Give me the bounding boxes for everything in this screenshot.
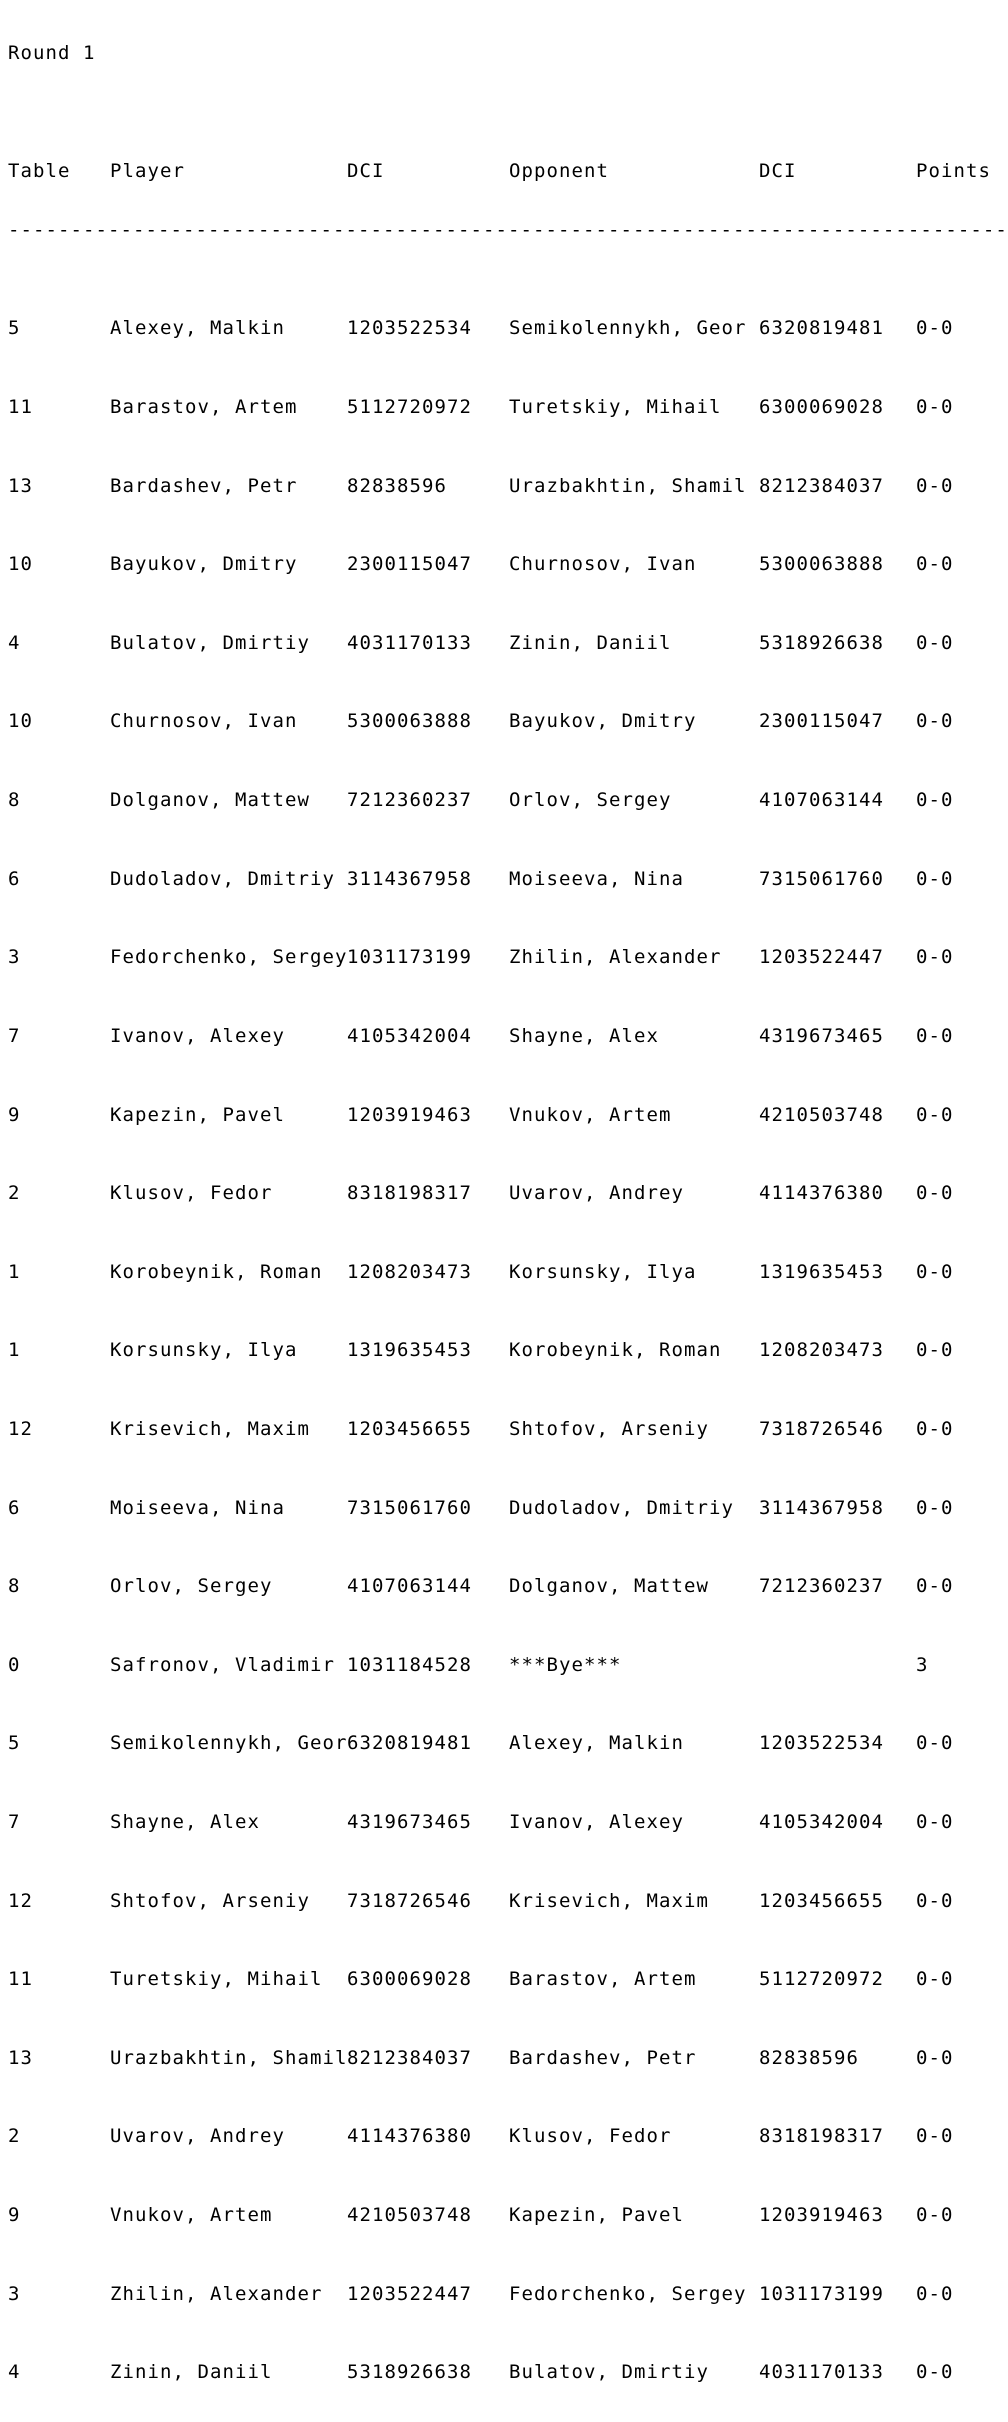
cell-player-dci: 1203919463 [347, 1103, 472, 1126]
cell-opponent-dci: 7315061760 [759, 867, 884, 890]
cell-player-dci: 3114367958 [347, 867, 472, 890]
cell-opponent-dci: 4210503748 [759, 1103, 884, 1126]
pairing-row [8, 948, 1000, 968]
cell-opponent-name: Kapezin, Pavel [509, 2204, 684, 2227]
cell-player-dci: 1031184528 [347, 1653, 472, 1676]
cell-opponent-name: Korsunsky, Ilya [509, 1260, 697, 1283]
cell-opponent-dci: 8212384037 [759, 474, 884, 497]
header-player-dci: DCI [347, 160, 385, 183]
cell-points: 0-0 [916, 2125, 954, 2148]
pairing-row [8, 474, 1000, 497]
cell-opponent-name: Vnukov, Artem [509, 1103, 672, 1126]
cell-player-name: Uvarov, Andrey [110, 2125, 285, 2148]
cell-player-name: Orlov, Sergey [110, 1575, 273, 1598]
cell-points: 0-0 [916, 1182, 954, 1205]
cell-player-name: Vnukov, Artem [110, 2204, 273, 2227]
cell-player-name: Bayukov, Dmitry [110, 553, 298, 576]
cell-table-number: 9 [8, 2204, 21, 2227]
header-points: Points [916, 160, 991, 183]
cell-points: 0-0 [916, 1732, 954, 1755]
cell-opponent-name: Zhilin, Alexander [509, 946, 722, 969]
pairing-row [8, 1341, 1000, 1361]
pairing-row [8, 1734, 1000, 1754]
pairing-row [8, 1813, 1000, 1833]
pairing-row [8, 791, 1000, 811]
cell-points: 0-0 [916, 1417, 954, 1440]
cell-table-number: 10 [8, 553, 33, 576]
cell-player-dci: 7212360237 [347, 789, 472, 812]
header-separator: -------------------------------------------------------------------------------- [8, 219, 1008, 242]
cell-player-dci: 1203522447 [347, 2282, 472, 2305]
cell-opponent-dci: 7212360237 [759, 1575, 884, 1598]
cell-opponent-name: Turetskiy, Mihail [509, 396, 722, 419]
cell-table-number: 12 [8, 1417, 33, 1440]
cell-points: 3 [916, 1653, 929, 1676]
cell-player-name: Kapezin, Pavel [110, 1103, 285, 1126]
cell-player-dci: 1208203473 [347, 1260, 472, 1283]
cell-opponent-dci: 6320819481 [759, 317, 884, 340]
pairing-row [8, 1577, 1000, 1597]
cell-points: 0-0 [916, 317, 954, 340]
cell-player-name: Bulatov, Dmirtiy [110, 631, 310, 654]
cell-player-name: Bardashev, Petr [110, 474, 298, 497]
cell-player-dci: 2300115047 [347, 553, 472, 576]
cell-points: 0-0 [916, 1811, 954, 1834]
cell-player-dci: 8212384037 [347, 2046, 472, 2069]
cell-player-name: Moiseeva, Nina [110, 1496, 285, 1519]
cell-table-number: 7 [8, 1811, 21, 1834]
cell-opponent-dci: 1203919463 [759, 2204, 884, 2227]
cell-table-number: 11 [8, 1968, 33, 1991]
cell-player-dci: 1031173199 [347, 946, 472, 969]
cell-opponent-name: Krisevich, Maxim [509, 1889, 709, 1912]
cell-opponent-dci: 1203522447 [759, 946, 884, 969]
cell-player-name: Zhilin, Alexander [110, 2282, 323, 2305]
cell-opponent-name: Korobeynik, Roman [509, 1339, 722, 1362]
cell-opponent-name: Shtofov, Arseniy [509, 1417, 709, 1440]
cell-opponent-dci: 4114376380 [759, 1182, 884, 1205]
cell-points: 0-0 [916, 553, 954, 576]
cell-player-dci: 7318726546 [347, 1889, 472, 1912]
cell-player-name: Urazbakhtin, Shamil [110, 2046, 348, 2069]
cell-points: 0-0 [916, 1260, 954, 1283]
cell-player-dci: 4114376380 [347, 2125, 472, 2148]
cell-table-number: 0 [8, 1653, 21, 1676]
cell-table-number: 6 [8, 1496, 21, 1519]
cell-table-number: 5 [8, 1732, 21, 1755]
cell-player-dci: 5112720972 [347, 396, 472, 419]
cell-player-name: Barastov, Artem [110, 396, 298, 419]
cell-player-name: Dolganov, Mattew [110, 789, 310, 812]
pairing-row [8, 2363, 1000, 2383]
cell-table-number: 1 [8, 1339, 21, 1362]
cell-opponent-dci: 5300063888 [759, 553, 884, 576]
pairing-row [8, 1417, 1000, 1440]
cell-opponent-name: Moiseeva, Nina [509, 867, 684, 890]
cell-table-number: 2 [8, 2125, 21, 2148]
cell-table-number: 4 [8, 2361, 21, 2384]
cell-points: 0-0 [916, 1575, 954, 1598]
cell-player-name: Krisevich, Maxim [110, 1417, 310, 1440]
cell-table-number: 8 [8, 1575, 21, 1598]
pairing-row [8, 2282, 1000, 2305]
pairing-row [8, 555, 1000, 575]
cell-player-name: Shtofov, Arseniy [110, 1889, 310, 1912]
pairing-row [8, 867, 1000, 890]
pairing-row [8, 1103, 1000, 1126]
cell-table-number: 13 [8, 474, 33, 497]
cell-player-name: Dudoladov, Dmitriy [110, 867, 335, 890]
cell-player-dci: 5300063888 [347, 710, 472, 733]
cell-table-number: 5 [8, 317, 21, 340]
pairing-row [8, 2206, 1000, 2226]
cell-points: 0-0 [916, 2361, 954, 2384]
cell-table-number: 2 [8, 1182, 21, 1205]
cell-player-name: Ivanov, Alexey [110, 1024, 285, 1047]
cell-opponent-dci: 1208203473 [759, 1339, 884, 1362]
cell-opponent-name: Shayne, Alex [509, 1024, 659, 1047]
pairing-row [8, 1184, 1000, 1204]
pairing-row [8, 1024, 1000, 1047]
cell-points: 0-0 [916, 2204, 954, 2227]
cell-opponent-dci: 4107063144 [759, 789, 884, 812]
cell-player-dci: 1319635453 [347, 1339, 472, 1362]
cell-player-name: Churnosov, Ivan [110, 710, 298, 733]
cell-player-name: Zinin, Daniil [110, 2361, 273, 2384]
header-opponent: Opponent [509, 160, 609, 183]
cell-opponent-dci: 8318198317 [759, 2125, 884, 2148]
cell-table-number: 3 [8, 2282, 21, 2305]
pairing-row [8, 2046, 1000, 2069]
cell-player-name: Turetskiy, Mihail [110, 1968, 323, 1991]
cell-table-number: 7 [8, 1024, 21, 1047]
cell-player-dci: 1203522534 [347, 317, 472, 340]
cell-opponent-name: ***Bye*** [509, 1653, 622, 1676]
cell-points: 0-0 [916, 631, 954, 654]
cell-opponent-dci: 4031170133 [759, 2361, 884, 2384]
cell-opponent-name: Zinin, Daniil [509, 631, 672, 654]
cell-player-dci: 4105342004 [347, 1024, 472, 1047]
cell-player-name: Korsunsky, Ilya [110, 1339, 298, 1362]
cell-player-dci: 4319673465 [347, 1811, 472, 1834]
cell-player-name: Fedorchenko, Sergey [110, 946, 348, 969]
cell-points: 0-0 [916, 789, 954, 812]
pairing-row [8, 1260, 1000, 1283]
cell-points: 0-0 [916, 946, 954, 969]
cell-opponent-name: Bardashev, Petr [509, 2046, 697, 2069]
cell-points: 0-0 [916, 1103, 954, 1126]
cell-opponent-name: Ivanov, Alexey [509, 1811, 684, 1834]
cell-table-number: 4 [8, 631, 21, 654]
cell-opponent-dci: 2300115047 [759, 710, 884, 733]
cell-player-dci: 4031170133 [347, 631, 472, 654]
pairing-row [8, 712, 1000, 732]
pairing-row [8, 1653, 1000, 1676]
cell-opponent-name: Bayukov, Dmitry [509, 710, 697, 733]
cell-points: 0-0 [916, 867, 954, 890]
pairing-row [8, 1496, 1000, 1519]
cell-opponent-dci: 5318926638 [759, 631, 884, 654]
cell-opponent-dci: 1203522534 [759, 1732, 884, 1755]
cell-opponent-dci: 7318726546 [759, 1417, 884, 1440]
cell-opponent-dci: 1319635453 [759, 1260, 884, 1283]
cell-points: 0-0 [916, 710, 954, 733]
cell-points: 0-0 [916, 396, 954, 419]
cell-player-dci: 7315061760 [347, 1496, 472, 1519]
header-player: Player [110, 160, 185, 183]
header-table-number: Table [8, 160, 71, 183]
cell-points: 0-0 [916, 1339, 954, 1362]
pairing-row [8, 398, 1000, 418]
cell-player-name: Alexey, Malkin [110, 317, 285, 340]
cell-opponent-dci: 4105342004 [759, 1811, 884, 1834]
cell-player-dci: 6320819481 [347, 1732, 472, 1755]
cell-opponent-dci: 3114367958 [759, 1496, 884, 1519]
cell-table-number: 9 [8, 1103, 21, 1126]
pairing-row [8, 1970, 1000, 1990]
cell-points: 0-0 [916, 2282, 954, 2305]
cell-opponent-name: Barastov, Artem [509, 1968, 697, 1991]
cell-player-dci: 82838596 [347, 474, 447, 497]
cell-opponent-name: Bulatov, Dmirtiy [509, 2361, 709, 2384]
cell-opponent-dci: 1203456655 [759, 1889, 884, 1912]
cell-player-dci: 4107063144 [347, 1575, 472, 1598]
cell-opponent-dci: 4319673465 [759, 1024, 884, 1047]
cell-opponent-name: Uvarov, Andrey [509, 1182, 684, 1205]
cell-table-number: 10 [8, 710, 33, 733]
pairing-row [8, 319, 1000, 339]
pairings-rows [8, 280, 1000, 2402]
cell-points: 0-0 [916, 1968, 954, 1991]
cell-player-dci: 1203456655 [347, 1417, 472, 1440]
cell-opponent-dci: 82838596 [759, 2046, 859, 2069]
cell-player-name: Klusov, Fedor [110, 1182, 273, 1205]
cell-points: 0-0 [916, 1024, 954, 1047]
cell-points: 0-0 [916, 1496, 954, 1519]
cell-player-dci: 8318198317 [347, 1182, 472, 1205]
round-title: Round 1 [8, 42, 96, 65]
cell-opponent-dci: 5112720972 [759, 1968, 884, 1991]
cell-opponent-name: Klusov, Fedor [509, 2125, 672, 2148]
cell-opponent-name: Dolganov, Mattew [509, 1575, 709, 1598]
blank-line [8, 103, 1000, 123]
cell-table-number: 1 [8, 1260, 21, 1283]
cell-opponent-name: Dudoladov, Dmitriy [509, 1496, 734, 1519]
cell-points: 0-0 [916, 2046, 954, 2069]
table-header-row [8, 162, 1000, 182]
cell-player-name: Korobeynik, Roman [110, 1260, 323, 1283]
cell-opponent-dci: 1031173199 [759, 2282, 884, 2305]
header-opponent-dci: DCI [759, 160, 797, 183]
cell-opponent-name: Alexey, Malkin [509, 1732, 684, 1755]
cell-opponent-name: Urazbakhtin, Shamil [509, 474, 747, 497]
cell-table-number: 11 [8, 396, 33, 419]
cell-table-number: 6 [8, 867, 21, 890]
cell-player-dci: 6300069028 [347, 1968, 472, 1991]
cell-table-number: 3 [8, 946, 21, 969]
cell-opponent-dci: 6300069028 [759, 396, 884, 419]
cell-opponent-name: Orlov, Sergey [509, 789, 672, 812]
pairing-row [8, 2127, 1000, 2147]
cell-player-dci: 4210503748 [347, 2204, 472, 2227]
pairing-row [8, 631, 1000, 654]
cell-opponent-name: Churnosov, Ivan [509, 553, 697, 576]
cell-points: 0-0 [916, 1889, 954, 1912]
pairing-row [8, 1889, 1000, 1912]
cell-table-number: 13 [8, 2046, 33, 2069]
cell-player-dci: 5318926638 [347, 2361, 472, 2384]
cell-table-number: 12 [8, 1889, 33, 1912]
cell-player-name: Semikolennykh, Geor [110, 1732, 348, 1755]
cell-player-name: Shayne, Alex [110, 1811, 260, 1834]
cell-player-name: Safronov, Vladimir [110, 1653, 335, 1676]
cell-table-number: 8 [8, 789, 21, 812]
cell-opponent-name: Semikolennykh, Geor [509, 317, 747, 340]
cell-opponent-name: Fedorchenko, Sergey [509, 2282, 747, 2305]
cell-points: 0-0 [916, 474, 954, 497]
